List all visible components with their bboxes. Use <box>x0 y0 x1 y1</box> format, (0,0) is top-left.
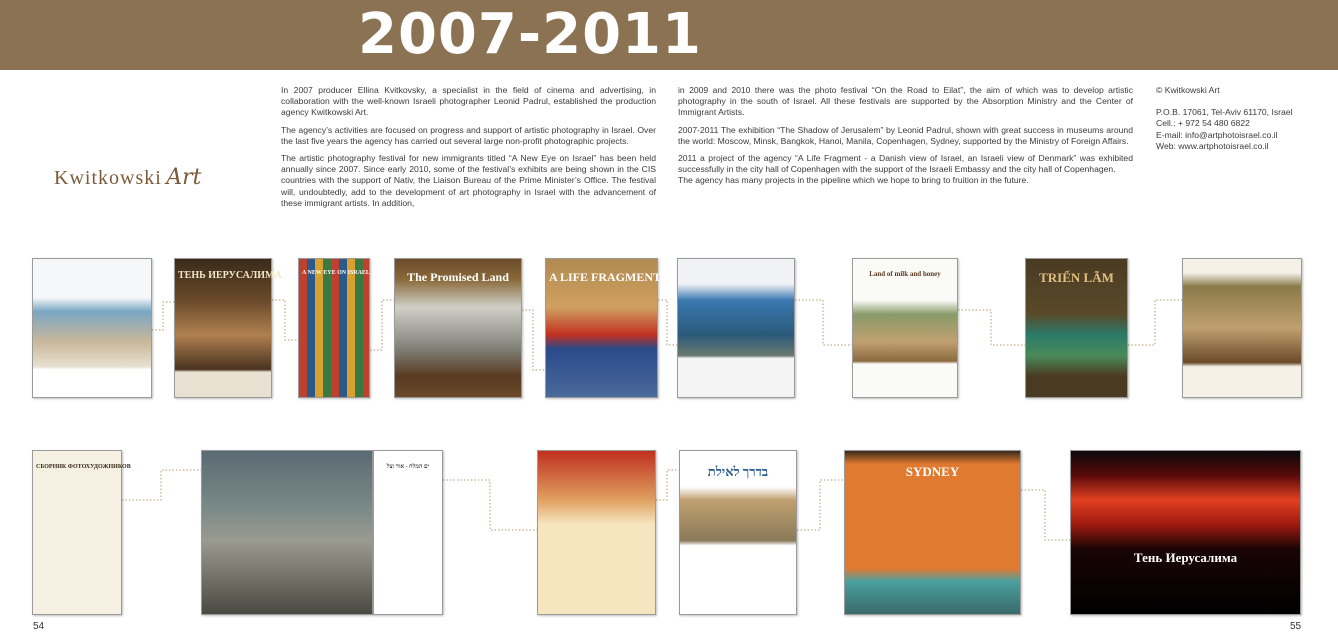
poster-title: ТЕНЬ ИЕРУСАЛИМА <box>178 270 282 281</box>
paragraph: The agency’s activities are focused on progress and support of artistic photography in Israel. Over the last five years the agency has carried out several large non-profit photographic projects. <box>281 124 656 146</box>
poster-shadow-of-jerusalem-ru <box>174 258 282 398</box>
connector-line <box>656 470 679 500</box>
kwitkowski-art-logo <box>54 165 244 195</box>
paragraph: The artistic photography festival for new immigrants titled “A New Eye on Israel” has been held annually since 2007. Since early 2010, some of the festival’s exhibits are being shown in the CIS countries with the support of Nativ, the Liaison Bureau of the Prime Minister’s Office. The festival will, undoubtedly, add to the development of art photography in Israel with the advancement of these immigrant artists. In addition, <box>281 153 656 208</box>
page-number-right: 55 <box>1290 621 1302 632</box>
poster-shadow-of-jerusalem-sunset <box>1070 450 1301 615</box>
paragraph: 2007-2011 The exhibition “The Shadow of Jerusalem” by Leonid Padrul, shown with great success in museums around the world: Moscow, Minsk, Bangkok, Hanoi, Manila, Copenhagen, Sydney, supported by the Ministry of Foreign Affairs. <box>678 124 1133 146</box>
logo-word: Kwitkowski <box>54 167 162 189</box>
copyright-text: © Kwitkowski Art <box>1156 85 1220 95</box>
text-column-2 <box>678 85 1133 193</box>
contact-block <box>1156 85 1326 152</box>
poster-title: Land of milk and honey <box>869 270 941 278</box>
connector-line <box>1021 490 1070 540</box>
poster-title: Тень Иерусалима <box>1133 550 1238 565</box>
poster-title: ים המלח - אור וצל <box>386 464 430 470</box>
poster-shadow-of-jerusalem-vn <box>1025 258 1128 398</box>
paragraph: The agency has many projects in the pipeline which we hope to bring to fruition in the future. <box>678 175 1029 186</box>
logo-script: Art <box>166 165 202 190</box>
page-number-left: 54 <box>33 621 45 632</box>
connector-line <box>122 470 201 500</box>
poster-shadow-of-jerusalem-he <box>1182 258 1302 398</box>
poster-title: A NEW EYE ON ISRAEL <box>302 270 370 276</box>
poster-title: בדרך לאילת <box>707 464 769 479</box>
poster-road-to-eilat-2 <box>679 450 797 615</box>
poster-sydney-hospital <box>844 450 1021 615</box>
poster-promised-land <box>394 258 522 398</box>
poster-festival-red <box>537 450 656 615</box>
address-text: P.O.B. 17061, Tel-Aviv 61170, Israel <box>1156 107 1293 118</box>
page-title: 2007-2011 <box>358 2 702 67</box>
poster-new-eye-on-israel <box>298 258 370 398</box>
text-column-1 <box>281 85 656 215</box>
connector-line <box>795 300 852 345</box>
web-text: Web: www.artphotoisrael.co.il <box>1156 140 1269 151</box>
poster-road-to-eilat-1 <box>677 258 795 398</box>
connector-line <box>370 300 394 350</box>
connector-line <box>272 300 298 340</box>
poster-photographers-under-palms <box>32 450 131 615</box>
paragraph: in 2009 and 2010 there was the photo festival “On the Road to Eilat”, the aim of which was to develop artistic photography in the south of Israel. All these festivals are supported by the Absorption Ministry and the Center of Immigrant Artists. <box>678 85 1133 118</box>
connector-line <box>1128 300 1182 345</box>
poster-title: TRIỂN LÃM <box>1039 270 1114 285</box>
poster-land-of-milk-and-honey <box>852 258 958 398</box>
connector-line <box>658 300 677 345</box>
poster-padrul-sea <box>32 258 152 398</box>
paragraph: 2011 a project of the agency “A Life Fragment - a Danish view of Israel, an Israeli view of Denmark” was exhibited successfully in the city hall of Copenhagen with the support of the Israeli Embassy and the city hall of Copenhagen. <box>678 153 1133 175</box>
poster-life-fragment <box>545 258 662 398</box>
connector-line <box>522 310 545 370</box>
poster-title: The Promised Land <box>407 270 509 284</box>
poster-dead-sea-light <box>201 450 373 615</box>
poster-dead-sea-invitation <box>373 450 443 615</box>
poster-title: СБОРНИК ФОТОХУДОЖНИКОВ <box>36 464 131 470</box>
paragraph: In 2007 producer Ellina Kvitkovsky, a specialist in the field of cinema and advertising, in collaboration with the well-known Israeli photographer Leonid Padrul, established the production agency Kwitkowski Art. <box>281 85 656 118</box>
email-text: E-mail: info@artphotoisrael.co.il <box>1156 129 1278 140</box>
connector-line <box>958 310 1025 345</box>
connector-line <box>797 480 844 530</box>
poster-title: A LIFE FRAGMENT <box>549 270 662 284</box>
connector-line <box>152 302 174 330</box>
poster-title: SYDNEY <box>905 464 960 479</box>
connector-line <box>443 480 537 530</box>
phone-text: Cell.: + 972 54 480 6822 <box>1156 118 1250 129</box>
